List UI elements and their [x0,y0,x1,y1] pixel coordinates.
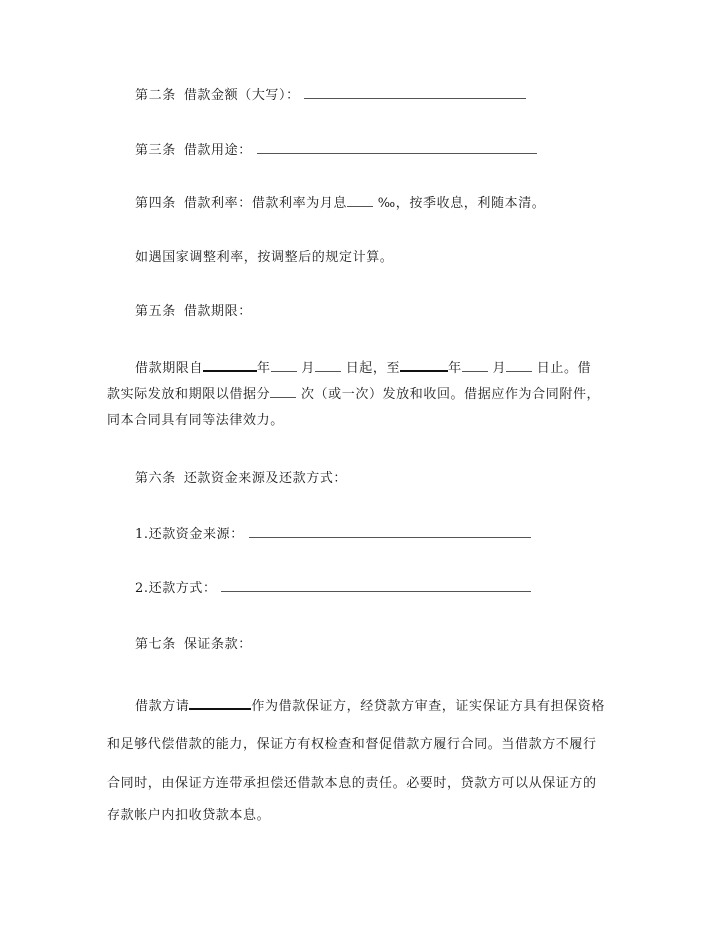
clause-2 [135,88,526,104]
start-day-blank[interactable] [315,361,341,372]
clause-label: 第二条 [135,88,176,103]
clause-7 [135,637,252,653]
clause-6 [135,471,347,487]
text: 借款期限自 [135,361,204,376]
text: 月 [301,361,315,376]
clause-title: 保证条款： [183,637,252,652]
clause-5-body-line-2 [107,387,600,403]
loan-amount-blank[interactable] [304,88,526,99]
text: 借款方请 [135,699,190,714]
repayment-source-item [135,527,531,543]
interest-rate-blank[interactable] [347,196,373,207]
clause-4-note: 如遇国家调整利率，按调整后的规定计算。 [135,250,394,265]
item-label: 2.还款方式： [135,581,217,596]
clause-suffix: ‰，按季收息，利随本清。 [377,196,546,211]
clause-4 [135,196,545,212]
text: 款实际发放和期限以借据分 [107,387,271,402]
clause-3 [135,143,537,159]
text: 年 [448,361,462,376]
repayment-method-item [135,581,531,597]
repayment-source-blank[interactable] [249,527,531,538]
end-year-blank[interactable] [400,360,448,372]
clause-5 [135,304,252,320]
clause-7-body-line-3: 合同时，由保证方连带承担偿还借款本息的责任。必要时，贷款方可以从保证方的 [107,776,597,791]
clause-title: 借款金额（大写）： [183,88,300,103]
clause-5-body-line-3: 同本合同具有同等法律效力。 [107,413,284,428]
clause-label: 第七条 [135,637,176,652]
guarantor-blank[interactable] [189,698,251,710]
clause-label: 第五条 [135,304,176,319]
text: 日起，至 [345,361,401,376]
clause-7-body-line-4: 存款帐户内扣收贷款本息。 [107,808,271,823]
text: 日止。借 [536,361,592,376]
item-label: 1.还款资金来源： [135,527,244,542]
text: 作为借款保证方，经贷款方审查，证实保证方具有担保资格 [251,699,606,714]
start-month-blank[interactable] [271,361,297,372]
text: 月 [492,361,507,376]
loan-purpose-blank[interactable] [257,143,537,154]
text: 年 [257,361,271,376]
clause-title: 借款用途： [183,143,252,158]
end-day-blank[interactable] [506,361,532,372]
clause-title: 还款资金来源及还款方式： [183,471,348,486]
repayment-method-blank[interactable] [221,581,531,592]
clause-label: 第六条 [135,471,176,486]
clause-7-body-line-2: 和足够代偿借款的能力，保证方有权检查和督促借款方履行合同。当借款方不履行 [107,737,597,752]
clause-title: 借款利率：借款利率为月息 [183,196,348,211]
clause-title: 借款期限： [183,304,252,319]
clause-label: 第三条 [135,143,176,158]
start-year-blank[interactable] [203,360,257,372]
clause-label: 第四条 [135,196,176,211]
clause-5-body-line-1 [135,360,591,377]
installments-blank[interactable] [270,387,296,398]
clause-7-body-line-1 [135,698,605,715]
end-month-blank[interactable] [462,361,488,372]
text: 次（或一次）发放和收回。借据应作为合同附件， [300,387,601,402]
